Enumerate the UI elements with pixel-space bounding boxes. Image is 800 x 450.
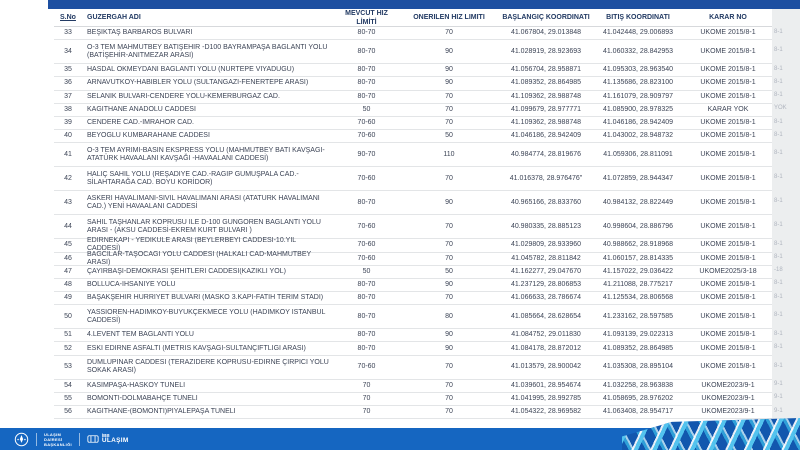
table-row xyxy=(54,117,772,130)
table-row xyxy=(54,380,772,393)
cell-name: SAHİL TAŞHANLAR KÖPRÜSÜ İLE D-100 GÜNGÖREN BAĞLANTI YOLU ARASI - (AKSU CADDESİ-EKREM KURT BULVARI ) xyxy=(87,218,321,234)
table-header-row xyxy=(54,11,772,27)
cell-proposed: 70 xyxy=(445,363,453,371)
cell-decision: UKOME 2015/8-1 xyxy=(700,241,756,249)
cell-name: KAĞITHANE-(BOMONTİ)PİYALEPAŞA TÜNELİ xyxy=(87,408,236,416)
ghost-fragment: 8-1 xyxy=(774,362,783,369)
ghost-fragment: 8-1 xyxy=(774,131,783,138)
cell-proposed: 70 xyxy=(445,174,453,182)
cell-start: 41.085664, 28.628654 xyxy=(510,312,582,320)
cell-proposed: 90 xyxy=(445,198,453,206)
table-body xyxy=(54,27,772,419)
cell-current: 80-70 xyxy=(357,47,376,55)
decorative-wave-pattern xyxy=(622,418,800,450)
cell-name: SELANİK BULVARI-CENDERE YOLU-KEMERBURGAZ CAD. xyxy=(87,92,280,100)
cell-start: 41.016378, 28.976476" xyxy=(509,174,583,182)
cell-start: 41.028919, 28.923693 xyxy=(510,47,582,55)
cell-current: 80-70 xyxy=(357,66,376,74)
ghost-fragment: -18 xyxy=(774,267,783,274)
cell-decision: UKOME 2015/8-1 xyxy=(700,79,756,87)
cell-proposed: 70 xyxy=(445,222,453,230)
table-row xyxy=(54,250,772,266)
table-row xyxy=(54,27,772,40)
cell-name: HALİÇ SAHİL YOLU (REŞADİYE CAD.-RAGIP GÜMÜŞPALA CAD.-SİLAHTARAĞA CAD. BOYU KORİDOR) xyxy=(87,170,299,186)
cell-proposed: 70 xyxy=(445,119,453,126)
cell-start: 41.089352, 28.864985 xyxy=(510,79,582,87)
cell-name: KAĞITHANE ANADOLU CADDESİ xyxy=(87,105,196,113)
department-line-2: DAİRESİ xyxy=(44,436,63,442)
cell-proposed: 90 xyxy=(445,344,453,352)
ghost-header-spacer xyxy=(772,9,800,25)
column-header-name: GÜZERGAH ADI xyxy=(87,14,141,22)
ghost-fragment: 8-1 xyxy=(774,254,783,261)
cell-decision: UKOME 2015/8-1 xyxy=(700,254,756,262)
department-line-1: ULAŞIM xyxy=(44,431,62,437)
top-blue-bar xyxy=(48,0,800,9)
cell-name: BOLLUCA-İHSANİYE YOLU xyxy=(87,280,176,288)
column-header-decision: KARAR NO xyxy=(709,14,747,22)
column-header-end: BİTİŞ KOORDİNATI xyxy=(606,14,670,22)
cell-start: 40.984774, 28.819676 xyxy=(510,150,582,158)
cell-current: 70-60 xyxy=(357,222,376,230)
cell-name: EDİRNEKAPI - YEDİKULE ARASI (BEYLERBEYİ CADDESİ-10.YIL CADDESİ) xyxy=(87,237,296,253)
cell-name: O-3 TEM MAHMUTBEY BATİŞEHİR -D100 BAYRAMPAŞA BAĞLANTI YOLU (BATİŞEHİR-ANITMEZAR ARASI) xyxy=(87,43,328,59)
cell-proposed: 70 xyxy=(445,29,453,37)
cell-start: 41.067804, 29.013848 xyxy=(510,29,582,37)
table-row xyxy=(54,266,772,279)
cell-no: 50 xyxy=(64,312,72,320)
cell-current: 70-60 xyxy=(357,119,376,126)
cell-start: 41.109362, 28.988748 xyxy=(510,92,582,100)
cell-current: 80-70 xyxy=(357,29,376,37)
cell-name: DUMLUPINAR CADDESİ (TERAZİDERE KÖPRÜSÜ-EDİRNE ÇIRPICI YOLU SOKAK ARASI) xyxy=(87,359,329,375)
ghost-fragment: 8-1 xyxy=(774,78,783,85)
cell-start: 40.980335, 28.885123 xyxy=(510,222,582,230)
table-row xyxy=(54,305,772,329)
ghost-fragment: 8-1 xyxy=(774,118,783,125)
cell-end: 41.046186, 28.942409 xyxy=(602,119,674,126)
cell-proposed: 50 xyxy=(445,132,453,140)
cell-end: 41.043002, 28.948732 xyxy=(602,132,674,140)
cell-no: 56 xyxy=(64,408,72,416)
ghost-fragment: YOK xyxy=(774,105,787,112)
cell-start: 41.066633, 28.786674 xyxy=(510,294,582,302)
cell-current: 80-70 xyxy=(357,344,376,352)
cell-no: 37 xyxy=(64,92,72,100)
cell-no: 38 xyxy=(64,105,72,113)
ghost-fragment: 8-1 xyxy=(774,150,783,157)
cell-proposed: 90 xyxy=(445,47,453,55)
cell-proposed: 70 xyxy=(445,408,453,416)
footer-bar xyxy=(0,428,800,450)
cell-decision: UKOME 2015/8-1 xyxy=(700,331,756,339)
table-row xyxy=(54,167,772,191)
cell-no: 53 xyxy=(64,363,72,371)
table-row xyxy=(54,279,772,292)
cell-name: KASIMPAŞA-HASKÖY TÜNELİ xyxy=(87,381,186,389)
cell-decision: KARAR YOK xyxy=(707,105,749,113)
cell-no: 47 xyxy=(64,267,72,275)
brand-top-label: İBB xyxy=(101,432,110,438)
cell-start: 41.056704, 28.958871 xyxy=(510,66,582,74)
ibb-logo-icon xyxy=(14,432,29,447)
cell-name: YASSİÖREN-HADIMKÖY-BÜYÜKÇEKMECE YOLU (HADIMKÖY İSTANBUL CADDESİ) xyxy=(87,308,326,324)
cell-proposed: 70 xyxy=(445,394,453,402)
ghost-fragment: 8-1 xyxy=(774,280,783,287)
cell-end: 41.072859, 28.944347 xyxy=(602,174,674,182)
cell-decision: UKOME 2015/8-1 xyxy=(700,294,756,302)
cell-current: 70-60 xyxy=(357,241,376,249)
cell-no: 49 xyxy=(64,294,72,302)
cell-end: 41.095303, 28.963540 xyxy=(602,66,674,74)
faded-right-strip xyxy=(772,9,800,428)
cell-proposed: 70 xyxy=(445,254,453,262)
ghost-fragment: 8-1 xyxy=(774,293,783,300)
table-row xyxy=(54,292,772,305)
ghost-fragment: 8-1 xyxy=(774,65,783,72)
cell-end: 40.998604, 28.886796 xyxy=(602,222,674,230)
cell-no: 41 xyxy=(64,150,72,158)
cell-proposed: 90 xyxy=(445,79,453,87)
cell-decision: UKOME 2015/8-1 xyxy=(700,198,756,206)
table-row xyxy=(54,130,772,143)
ghost-fragment: 8-1 xyxy=(774,344,783,351)
ghost-fragment: 8-1 xyxy=(774,28,783,35)
cell-no: 33 xyxy=(64,29,72,37)
cell-no: 35 xyxy=(64,66,72,74)
ghost-fragment: 8-1 xyxy=(774,47,783,54)
cell-name: 4.LEVENT TEM BAĞLANTI YOLU xyxy=(87,331,194,339)
cell-current: 90-70 xyxy=(357,150,376,158)
ghost-fragment: 9-1 xyxy=(774,407,783,414)
cell-proposed: 70 xyxy=(445,241,453,249)
cell-end: 41.157022, 29.036422 xyxy=(602,267,674,275)
ibb-ulasim-logo-icon xyxy=(87,433,99,445)
cell-end: 41.063408, 28.954717 xyxy=(602,408,674,416)
cell-no: 45 xyxy=(64,241,72,249)
table-row xyxy=(54,91,772,104)
cell-no: 44 xyxy=(64,222,72,230)
ghost-fragment: 9-1 xyxy=(774,381,783,388)
cell-decision: UKOME 2015/8-1 xyxy=(700,66,756,74)
table-row xyxy=(54,64,772,77)
table-row xyxy=(54,40,772,64)
cell-current: 70-60 xyxy=(357,132,376,140)
cell-current: 80-70 xyxy=(357,312,376,320)
cell-name: BAĞCILAR-TAŞOCAĞI YOLU CADDESİ (HALKALI CAD-MAHMUTBEY ARASI) xyxy=(87,250,312,266)
cell-start: 41.039601, 28.954674 xyxy=(510,381,582,389)
cell-name: CENDERE CAD.-İMRAHOR CAD. xyxy=(87,119,194,126)
cell-start: 41.013579, 28.900042 xyxy=(510,363,582,371)
ghost-fragment: 8-1 xyxy=(774,198,783,205)
cell-end: 41.135686, 28.823100 xyxy=(602,79,674,87)
cell-proposed: 70 xyxy=(445,105,453,113)
table-row xyxy=(54,342,772,355)
cell-current: 70-60 xyxy=(357,174,376,182)
cell-decision: UKOME 2015/8-1 xyxy=(700,280,756,288)
ghost-fragment: 8-1 xyxy=(774,174,783,181)
cell-end: 41.032258, 28.963838 xyxy=(602,381,674,389)
cell-decision: UKOME 2015/8-1 xyxy=(700,29,756,37)
cell-no: 46 xyxy=(64,254,72,262)
cell-end: 41.058695, 28.976202 xyxy=(602,394,674,402)
brand-bottom-label: ULAŞIM xyxy=(101,437,129,444)
cell-proposed: 50 xyxy=(445,267,453,275)
cell-no: 42 xyxy=(64,174,72,182)
cell-name: O-3 TEM AYRIMI-BASIN EKSPRESS YOLU (MAHMUTBEY BATI KAVŞAĞI-ATATÜRK HAVAALANI KAVŞAĞI -HAVAALANI CADDESİ) xyxy=(87,146,325,162)
footer-divider xyxy=(36,433,37,446)
cell-end: 41.060332, 28.842953 xyxy=(602,47,674,55)
cell-current: 80-70 xyxy=(357,294,376,302)
cell-decision: UKOME 2015/8-1 xyxy=(700,119,756,126)
cell-end: 41.161079, 28.909797 xyxy=(602,92,674,100)
table-row xyxy=(54,329,772,342)
cell-proposed: 110 xyxy=(443,150,455,158)
table-row xyxy=(54,77,772,90)
cell-no: 51 xyxy=(64,331,72,339)
cell-current: 70 xyxy=(362,394,371,402)
cell-current: 70-60 xyxy=(357,254,376,262)
ghost-fragment: 8-1 xyxy=(774,240,783,247)
column-header-proposed: ÖNERİLEN HIZ LİMİTİ xyxy=(413,14,485,22)
table-row xyxy=(54,104,772,117)
cell-start: 41.162277, 29.047670 xyxy=(510,267,582,275)
cell-no: 52 xyxy=(64,344,72,352)
column-header-no: S.No xyxy=(60,14,76,22)
cell-end: 41.059306, 28.811091 xyxy=(603,150,673,158)
cell-decision: UKOME2025/3-18 xyxy=(699,267,757,275)
cell-start: 41.084178, 28.872012 xyxy=(510,344,582,352)
cell-end: 41.125534, 28.806568 xyxy=(602,294,674,302)
brand-text xyxy=(102,434,129,445)
cell-decision: UKOME 2015/8-1 xyxy=(700,174,756,182)
footer-divider xyxy=(79,433,80,446)
cell-current: 70 xyxy=(362,381,371,389)
cell-decision: UKOME 2015/8-1 xyxy=(700,92,756,100)
cell-start: 41.237129, 28.806853 xyxy=(510,280,582,288)
cell-start: 41.046186, 28.942409 xyxy=(510,132,582,140)
cell-current: 50 xyxy=(362,267,371,275)
cell-current: 80-70 xyxy=(357,198,376,206)
ibb-ulasim-brand xyxy=(87,433,129,445)
cell-proposed: 90 xyxy=(445,280,453,288)
column-header-current: MEVCUT HIZ LİMİTİ xyxy=(345,10,388,26)
cell-name: BEŞİKTAŞ BARBAROS BULVARI xyxy=(87,29,193,37)
cell-proposed: 70 xyxy=(445,92,453,100)
cell-start: 41.109362, 28.988748 xyxy=(510,119,582,126)
department-line-3: BAŞKANLIĞI xyxy=(44,441,72,447)
table-row xyxy=(54,406,772,419)
cell-end: 41.042448, 29.006893 xyxy=(602,29,674,37)
ghost-fragment: 9-1 xyxy=(774,394,783,401)
cell-end: 41.085900, 28.978325 xyxy=(602,105,674,113)
ghost-fragment: 8-1 xyxy=(774,330,783,337)
cell-name: BAŞAKŞEHİR HÜRRİYET BULVARI (MASKO 3.KAPI-FATİH TERİM STADI) xyxy=(87,294,324,302)
cell-name: ARNAVUTKÖY-HABİBLER YOLU (SULTANGAZİ-FENERTEPE ARASI) xyxy=(87,79,309,87)
cell-start: 41.041995, 28.992785 xyxy=(510,394,582,402)
cell-current: 70-60 xyxy=(357,363,376,371)
cell-end: 40.984132, 28.822449 xyxy=(602,198,674,206)
cell-proposed: 70 xyxy=(445,294,453,302)
cell-end: 40.988662, 28.918968 xyxy=(602,241,674,249)
cell-end: 41.093139, 29.022313 xyxy=(602,331,674,339)
cell-decision: UKOME 2015/8-1 xyxy=(700,47,756,55)
speed-limit-table xyxy=(54,11,772,419)
cell-name: BOMONTİ-DOLMABAHÇE TÜNELİ xyxy=(87,394,198,402)
cell-start: 41.029809, 28.933960 xyxy=(510,241,582,249)
cell-decision: UKOME2023/9-1 xyxy=(701,394,755,402)
cell-decision: UKOME2023/9-1 xyxy=(701,381,755,389)
cell-decision: UKOME 2015/8-1 xyxy=(700,344,756,352)
table-row xyxy=(54,215,772,239)
cell-no: 43 xyxy=(64,198,72,206)
cell-current: 70 xyxy=(362,408,371,416)
cell-no: 55 xyxy=(64,394,72,402)
cell-proposed: 90 xyxy=(445,331,453,339)
cell-current: 80-70 xyxy=(357,331,376,339)
cell-end: 41.060157, 28.814335 xyxy=(602,254,674,262)
cell-proposed: 90 xyxy=(445,66,453,74)
table-row xyxy=(54,356,772,380)
column-header-start: BAŞLANGIÇ KOORDİNATI xyxy=(502,14,590,22)
ghost-fragment: 8-1 xyxy=(774,222,783,229)
cell-start: 41.084752, 29.011830 xyxy=(511,331,581,339)
cell-start: 41.099679, 28.977771 xyxy=(510,105,582,113)
table-row xyxy=(54,143,772,167)
ghost-body xyxy=(772,25,800,417)
cell-name: BEYOĞLU KUMBARAHANE CADDESİ xyxy=(87,132,210,140)
cell-decision: UKOME 2015/8-1 xyxy=(700,150,756,158)
cell-no: 36 xyxy=(64,79,72,87)
cell-end: 41.233162, 28.597585 xyxy=(602,312,674,320)
cell-name: HASDAL OKMEYDANI BAĞLANTI YOLU (NURTEPE VİYADÜĞÜ) xyxy=(87,66,295,74)
cell-decision: UKOME 2015/8-1 xyxy=(700,222,756,230)
cell-proposed: 80 xyxy=(445,312,453,320)
cell-name: ÇAYIRBAŞI-DEMOKRASİ ŞEHİTLERİ CADDESİ(KAZIKLI YOL) xyxy=(87,267,286,275)
cell-decision: UKOME 2015/8-1 xyxy=(700,132,756,140)
cell-start: 40.965166, 28.833760 xyxy=(510,198,582,206)
cell-decision: UKOME 2015/8-1 xyxy=(700,363,756,371)
ghost-fragment: 8-1 xyxy=(774,312,783,319)
cell-no: 40 xyxy=(64,132,72,140)
table-row xyxy=(54,191,772,215)
cell-start: 41.054322, 28.969582 xyxy=(510,408,582,416)
table-row xyxy=(54,393,772,406)
cell-no: 34 xyxy=(64,47,72,55)
cell-decision: UKOME2023/9-1 xyxy=(701,408,755,416)
cell-decision: UKOME 2015/8-1 xyxy=(700,312,756,320)
cell-start: 41.045782, 28.811842 xyxy=(511,254,581,262)
cell-current: 50 xyxy=(362,105,371,113)
cell-name: ESKİ EDİRNE ASFALTI (METRİS KAVŞAĞI-SULTANÇİFTLİĞİ ARASI) xyxy=(87,344,306,352)
cell-name: ASKERİ HAVALİMANI-SİVİL HAVALİMANI ARASI (ATATÜRK HAVALİMANI CAD.) YENİ HAVAALANI CADDESİ xyxy=(87,194,320,210)
cell-end: 41.211088, 28.775217 xyxy=(603,280,673,288)
department-label xyxy=(44,432,72,447)
cell-proposed: 70 xyxy=(445,381,453,389)
ghost-fragment: 8-1 xyxy=(774,92,783,99)
cell-no: 54 xyxy=(64,381,72,389)
cell-end: 41.089352, 28.864985 xyxy=(602,344,674,352)
cell-no: 39 xyxy=(64,119,72,126)
cell-end: 41.035308, 28.895104 xyxy=(602,363,674,371)
cell-current: 80-70 xyxy=(357,92,376,100)
cell-current: 80-70 xyxy=(357,280,376,288)
cell-current: 80-70 xyxy=(357,79,376,87)
cell-no: 48 xyxy=(64,280,72,288)
